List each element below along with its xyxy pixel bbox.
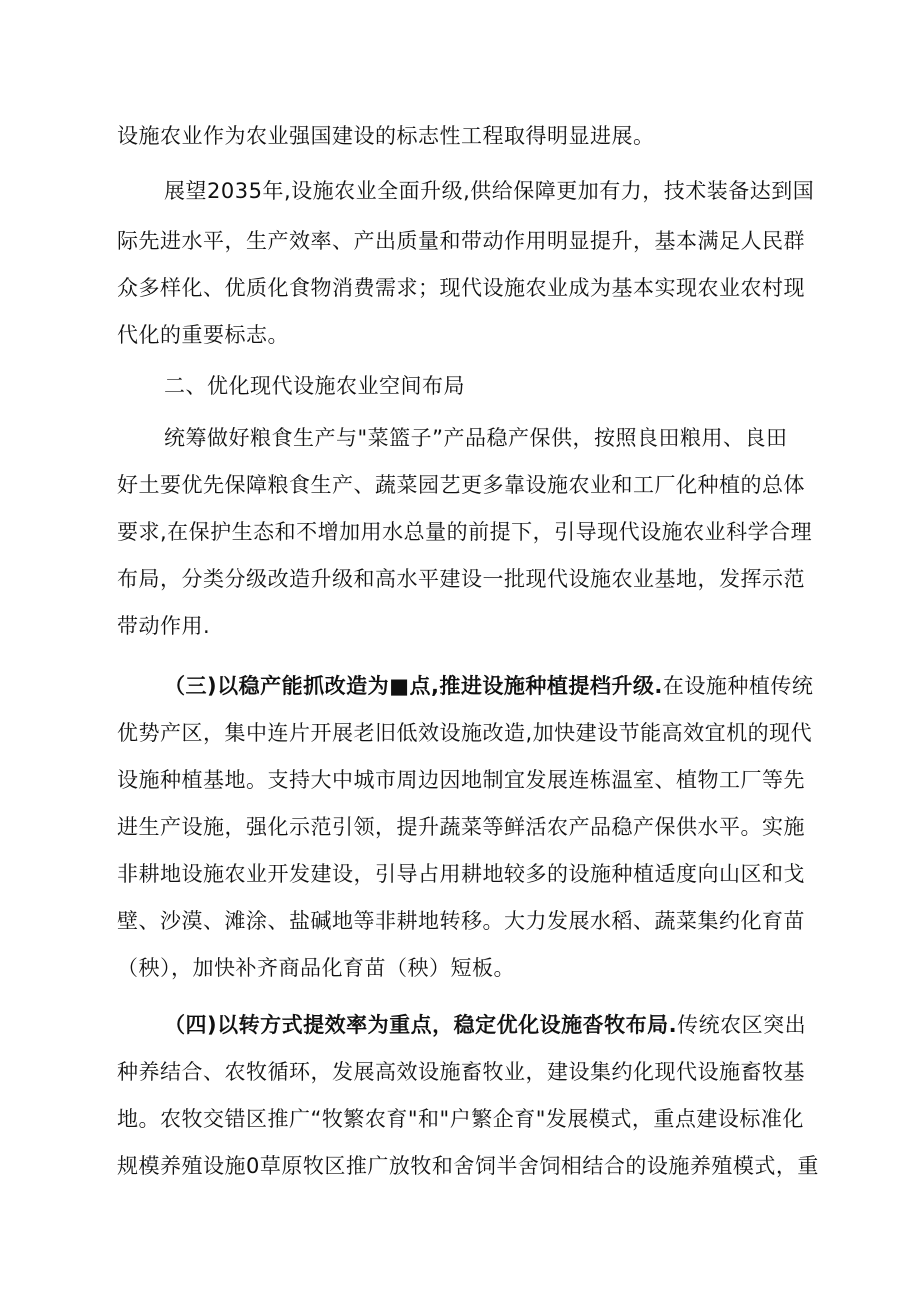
text-line: [117, 226, 920, 256]
line-text: 统筹做好粮食生产与"菜篮子”产品稳产保供，按照良田粮用、良田: [164, 426, 788, 450]
line-text: 带动作用.: [117, 614, 211, 638]
text-line: [117, 953, 920, 983]
line-text: 地。农牧交错区推广“牧繁农育"和"户繁企育"发展模式，重点建设标准化: [117, 1107, 804, 1131]
section-heading: [164, 371, 920, 401]
text-line: [164, 671, 920, 701]
line-text: 设施农业作为农业强国建设的标志性工程取得明显进展。: [117, 124, 655, 148]
text-line: [117, 859, 920, 889]
text-line: [164, 176, 920, 206]
line-text: 际先进水平，生产效率、产出质量和带动作用明显提升，基本满足人民群: [117, 229, 805, 253]
text-line: [117, 1151, 920, 1181]
heading-text: 二、优化现代设施农业空间布局: [164, 374, 465, 398]
text-line: [164, 1010, 920, 1040]
text-line: [117, 1104, 920, 1134]
text-line: [117, 765, 920, 795]
text-line: [117, 611, 920, 641]
line-text: （秧），加快补齐商品化育苗（秧）短板。: [117, 956, 515, 980]
line-text: 设施种植基地。支持大中城市周边因地制宜发展连栋温室、植物工厂等先: [117, 768, 805, 792]
text-line: [117, 1057, 920, 1087]
line-text: 非耕地设施农业开发建设，引导占用耕地较多的设施种植适度向山区和戈: [117, 862, 805, 886]
line-text: 进生产设施，强化示范引领，提升蔬菜等鲜活农产品稳产保供水平。实施: [117, 815, 805, 839]
subsection-heading: （三)以稳产能抓改造为■点,推进设施种植提档升级.: [164, 674, 663, 698]
text-line: [117, 517, 920, 547]
line-text: 在设施种植传统: [662, 674, 814, 698]
subsection-heading: （四)以转方式提效率为重点，稳定优化设施沓牧布局.: [164, 1013, 678, 1037]
line-text: 好土要优先保障粮食生产、蔬菜园艺更多靠设施农业和工厂化种植的总体: [117, 473, 805, 497]
line-text: 众多样化、优质化食物消费需求；现代设施农业成为基本实现农业农村现: [117, 276, 805, 300]
line-text: 规模养殖设施0草原牧区推广放牧和舍饲半舍饲相结合的设施养殖模式，重: [117, 1154, 819, 1178]
line-text: 要求,在保护生态和不增加用水总量的前提下，引导现代设施农业科学合理: [117, 520, 813, 544]
line-text: 布局，分类分级改造升级和高水平建设一批现代设施农业基地，发挥示范: [117, 567, 805, 591]
text-line: [117, 718, 920, 748]
text-line: [117, 812, 920, 842]
text-line: [117, 906, 920, 936]
text-line: [117, 470, 920, 500]
line-text: 展望2035年,设施农业全面升级,供给保障更加有力，技术装备达到国: [164, 179, 815, 203]
text-line: [117, 273, 920, 303]
line-text: 传统农区突出: [677, 1013, 807, 1037]
line-text: 优势产区，集中连片开展老旧低效设施改造,加快建设节能高效宜机的现代: [117, 721, 813, 745]
text-line: [164, 423, 920, 453]
line-text: 代化的重要标志。: [117, 323, 289, 347]
text-line: [117, 564, 920, 594]
text-line: [117, 121, 920, 151]
text-line: [117, 320, 920, 350]
line-text: 壁、沙漠、滩涂、盐碱地等非耕地转移。大力发展水稻、蔬菜集约化育苗: [117, 909, 805, 933]
line-text: 种养结合、农牧循环，发展高效设施畜牧业，建设集约化现代设施畜牧基: [117, 1060, 805, 1084]
